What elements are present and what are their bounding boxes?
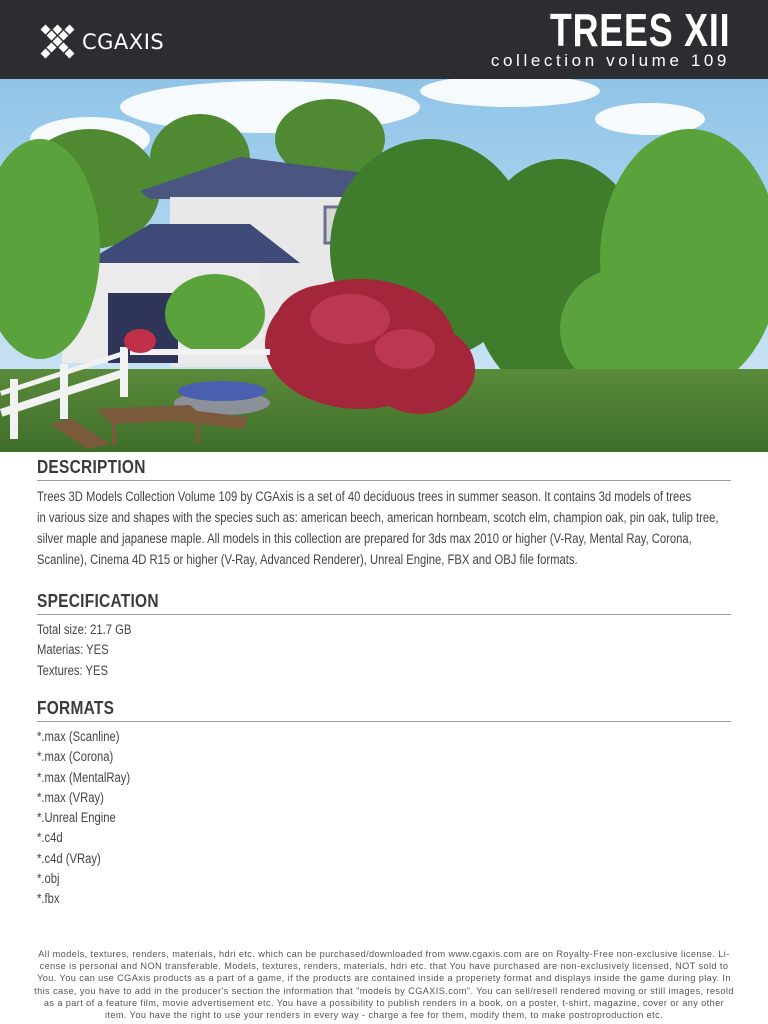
format-item: *.c4d (VRay) (37, 850, 101, 866)
license-line: You. You can use CGAxis products as a part of a game, if the products are contained inside a properiety format and displays inside the game during play. In (37, 973, 731, 984)
license-line: cense is personal and NON transferable. Models, textures, renders, materials, hdri etc. that You have purchased are non-exclusively licensed, NOT sold to (39, 961, 729, 972)
description-line: Trees 3D Models Collection Volume 109 by CGAxis is a set of 40 deciduous trees in summer season. It contains 3d models of trees (37, 489, 692, 504)
description-line: Scanline), Cinema 4D R15 or higher (V-Ray, Advanced Renderer), Unreal Engine, FBX and OBJ file formats. (37, 552, 578, 567)
spec-materials: Materias: YES (37, 642, 109, 658)
formats-heading: FORMATS (37, 698, 115, 718)
formats-divider (37, 721, 731, 722)
license-line: this case, you have to add in the producer's section the information that "models by CGAXIS.com". You can sell/resell rendered moving or still images, resold (34, 985, 734, 996)
specification-section (37, 590, 731, 681)
format-item: *.fbx (37, 891, 60, 907)
formats-list (37, 727, 731, 910)
brand-logo (38, 22, 164, 62)
specification-list (37, 620, 731, 681)
description-text (37, 486, 731, 570)
format-item: *.obj (37, 871, 60, 887)
license-footer (22, 948, 746, 1021)
description-line: in various size and shapes with the species such as: american beech, american hornbeam, scotch elm, champion oak, pin oak, tulip tree, (37, 510, 719, 525)
specification-heading: SPECIFICATION (37, 591, 159, 611)
spec-textures: Textures: YES (37, 662, 109, 678)
page-subtitle: collection volume 109 (490, 51, 730, 70)
format-item: *.Unreal Engine (37, 810, 116, 826)
description-section (37, 456, 731, 570)
format-item: *.c4d (37, 830, 63, 846)
specification-divider (37, 614, 731, 615)
formats-section (37, 697, 731, 910)
format-item: *.max (Scanline) (37, 729, 120, 744)
description-heading: DESCRIPTION (37, 457, 146, 477)
license-line: as a part of a feature film, movie advertisement etc. You have a possibility to publish renders in a book, on a poster, t-shirt, magazine, cover or any other (43, 997, 725, 1008)
format-item: *.max (MentalRay) (37, 769, 131, 785)
description-line: silver maple and japanese maple. All models in this collection are prepared for 3ds max 2010 or higher (V-Ray, Mental Ray, Corona, (37, 531, 692, 546)
spec-total-size: Total size: 21.7 GB (37, 622, 132, 637)
license-line: item. You have the right to use your renders in every way - charge a fee for them, modify them, to make postroproduction etc. (104, 1010, 664, 1021)
description-divider (37, 480, 731, 481)
format-item: *.max (Corona) (37, 749, 114, 765)
page-title: TREES XII (549, 4, 730, 56)
header-bar (0, 0, 768, 79)
license-line: All models, textures, renders, materials, hdri etc. which can be purchased/downloaded from www.cgaxis.com are on Royalty-Free non-exclusive license. Li- (38, 949, 730, 959)
brand-name: CGAXIS (82, 30, 165, 54)
cgaxis-logo-icon (38, 22, 78, 62)
format-item: *.max (VRay) (37, 789, 104, 805)
hero-render-image (0, 79, 768, 452)
